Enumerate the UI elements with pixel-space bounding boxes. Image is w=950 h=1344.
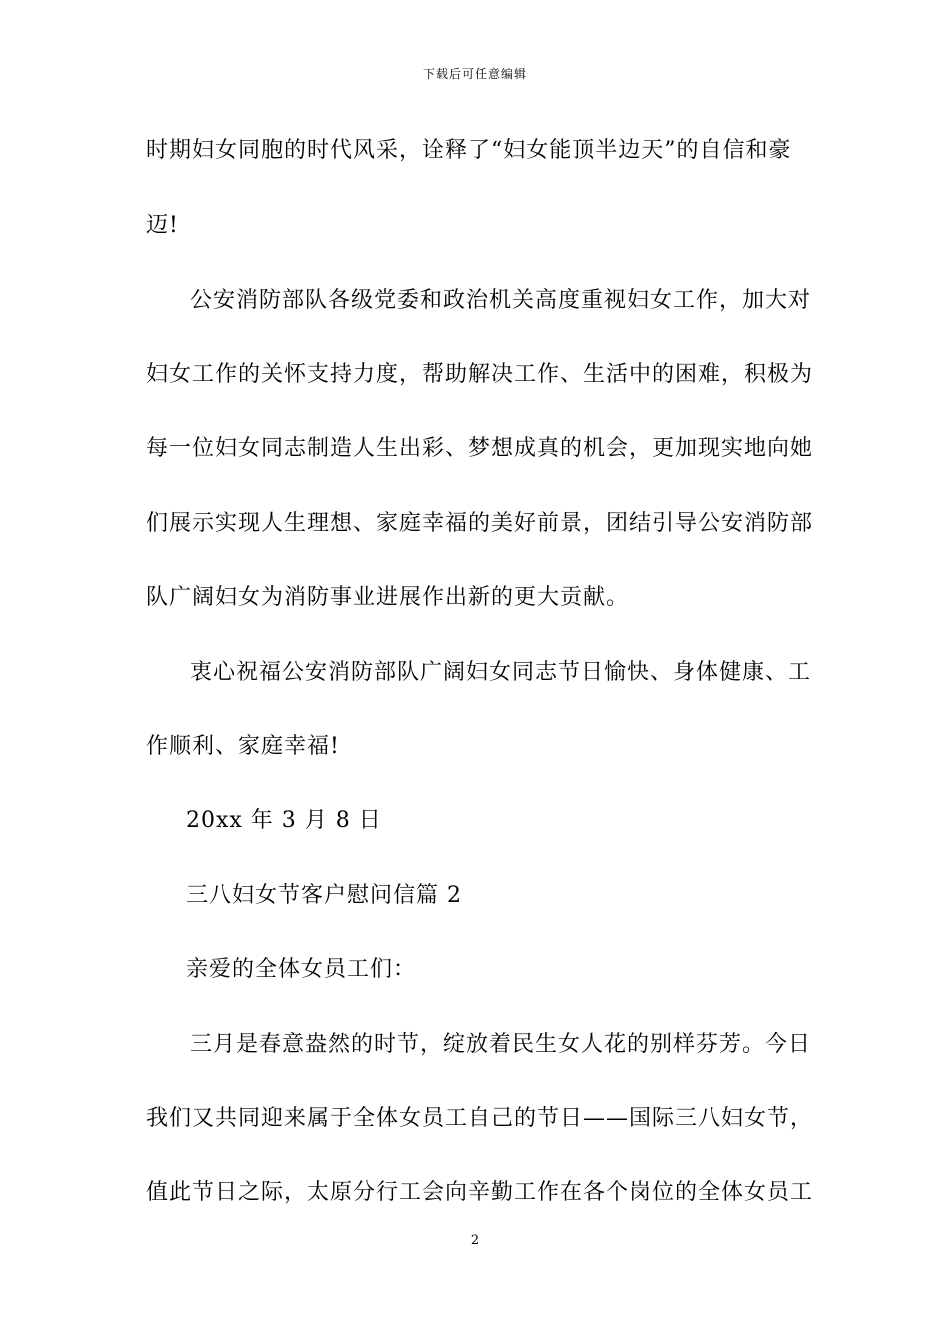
section-title: 三八妇女节客户慰问信篇 2: [186, 883, 462, 908]
text-line: 值此节日之际，太原分行工会向辛勤工作在各个岗位的全体女员工: [146, 1180, 814, 1205]
paragraph-start-line: 三月是春意盎然的时节，绽放着民生女人花的别样芬芳。今日: [190, 1032, 812, 1057]
text-line: 时期妇女同胞的时代风采，诠释了“妇女能顶半边天”的自信和豪: [146, 138, 792, 163]
text-line: 妇女工作的关怀支持力度，帮助解决工作、生活中的困难，积极为: [146, 362, 814, 387]
text-line: 迈!: [146, 213, 179, 238]
text-line: 队广阔妇女为消防事业进展作出新的更大贡献。: [146, 585, 630, 610]
date-line: 20xx 年 3 月 8 日: [186, 808, 382, 833]
text-line: 我们又共同迎来属于全体女员工自己的节日——国际三八妇女节，: [146, 1106, 814, 1131]
text-line: 们展示实现人生理想、家庭幸福的美好前景，团结引导公安消防部: [146, 511, 814, 536]
paragraph-start-line: 衷心祝福公安消防部队广阔妇女同志节日愉快、身体健康、工: [190, 660, 812, 685]
paragraph-start-line: 公安消防部队各级党委和政治机关高度重视妇女工作，加大对: [190, 288, 812, 313]
page-header: 下载后可任意编辑: [422, 67, 527, 81]
salutation-line: 亲爱的全体女员工们：: [186, 957, 417, 982]
text-line: 每一位妇女同志制造人生出彩、梦想成真的机会，更加现实地向她: [146, 436, 814, 461]
text-line: 作顺利、家庭幸福!: [146, 734, 340, 759]
page-number: 2: [470, 1233, 480, 1248]
